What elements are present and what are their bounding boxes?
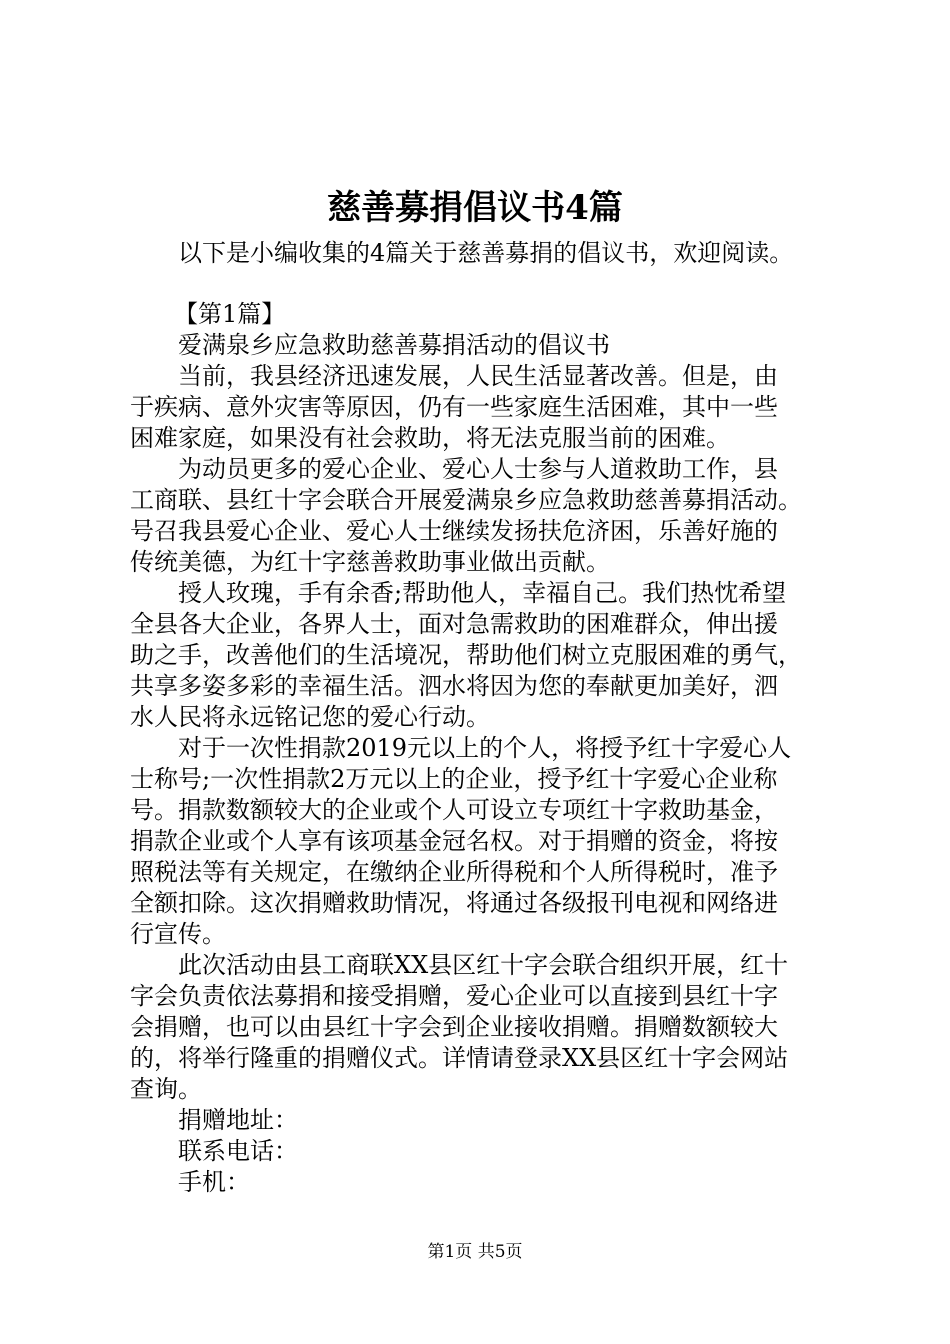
body-line: 号。捐款数额较大的企业或个人可设立专项红十字救助基金，	[130, 796, 778, 824]
body-line: 捐款企业或个人享有该项基金冠名权。对于捐赠的资金，将按	[130, 827, 778, 855]
mobile-label: 手机：	[178, 1168, 250, 1196]
body-line: 行宣传。	[130, 920, 226, 948]
body-line: 全额扣除。这次捐赠救助情况，将通过各级报刊电视和网络进	[130, 889, 778, 917]
body-line: 水人民将永远铭记您的爱心行动。	[130, 703, 490, 731]
body-line: 全县各大企业，各界人士，面对急需救助的困难群众，伸出援	[130, 610, 778, 638]
body-line: 困难家庭，如果没有社会救助，将无法克服当前的困难。	[130, 424, 730, 452]
body-line: 助之手，改善他们的生活境况，帮助他们树立克服困难的勇气，	[130, 641, 802, 669]
page-footer: 第1页 共5页	[427, 1242, 523, 1262]
body-line: 的，将举行隆重的捐赠仪式。详情请登录XX县区红十字会网站	[130, 1044, 789, 1072]
body-line: 于疾病、意外灾害等原因，仍有一些家庭生活困难，其中一些	[130, 393, 778, 421]
body-line: 照税法等有关规定，在缴纳企业所得税和个人所得税时，准予	[130, 858, 778, 886]
body-line: 士称号;一次性捐款2万元以上的企业，授予红十字爱心企业称	[130, 765, 778, 793]
body-line: 授人玫瑰，手有余香;帮助他人，幸福自己。我们热忱希望	[178, 579, 787, 607]
body-line: 号召我县爱心企业、爱心人士继续发扬扶危济困，乐善好施的	[130, 517, 778, 545]
body-line: 此次活动由县工商联XX县区红十字会联合组织开展，红十	[178, 951, 789, 979]
letter-title: 爱满泉乡应急救助慈善募捐活动的倡议书	[178, 331, 610, 359]
document-title: 慈善募捐倡议书4篇	[327, 188, 623, 228]
body-line: 共享多姿多彩的幸福生活。泗水将因为您的奉献更加美好，泗	[130, 672, 778, 700]
body-line: 工商联、县红十字会联合开展爱满泉乡应急救助慈善募捐活动。	[130, 486, 802, 514]
body-line: 查询。	[130, 1075, 202, 1103]
body-line: 为动员更多的爱心企业、爱心人士参与人道救助工作，县	[178, 455, 778, 483]
body-line: 传统美德，为红十字慈善救助事业做出贡献。	[130, 548, 610, 576]
body-line: 当前，我县经济迅速发展，人民生活显著改善。但是，由	[178, 362, 778, 390]
body-line: 对于一次性捐款2019元以上的个人，将授予红十字爱心人	[178, 734, 792, 762]
body-line: 字会负责依法募捐和接受捐赠，爱心企业可以直接到县红十字	[130, 982, 778, 1010]
contact-phone-label: 联系电话：	[178, 1137, 298, 1165]
donation-address-label: 捐赠地址：	[178, 1106, 298, 1134]
body-line: 会捐赠，也可以由县红十字会到企业接收捐赠。捐赠数额较大	[130, 1013, 778, 1041]
intro-text: 以下是小编收集的4篇关于慈善募捐的倡议书，欢迎阅读。	[178, 239, 794, 267]
section-label: 【第1篇】	[174, 300, 286, 328]
